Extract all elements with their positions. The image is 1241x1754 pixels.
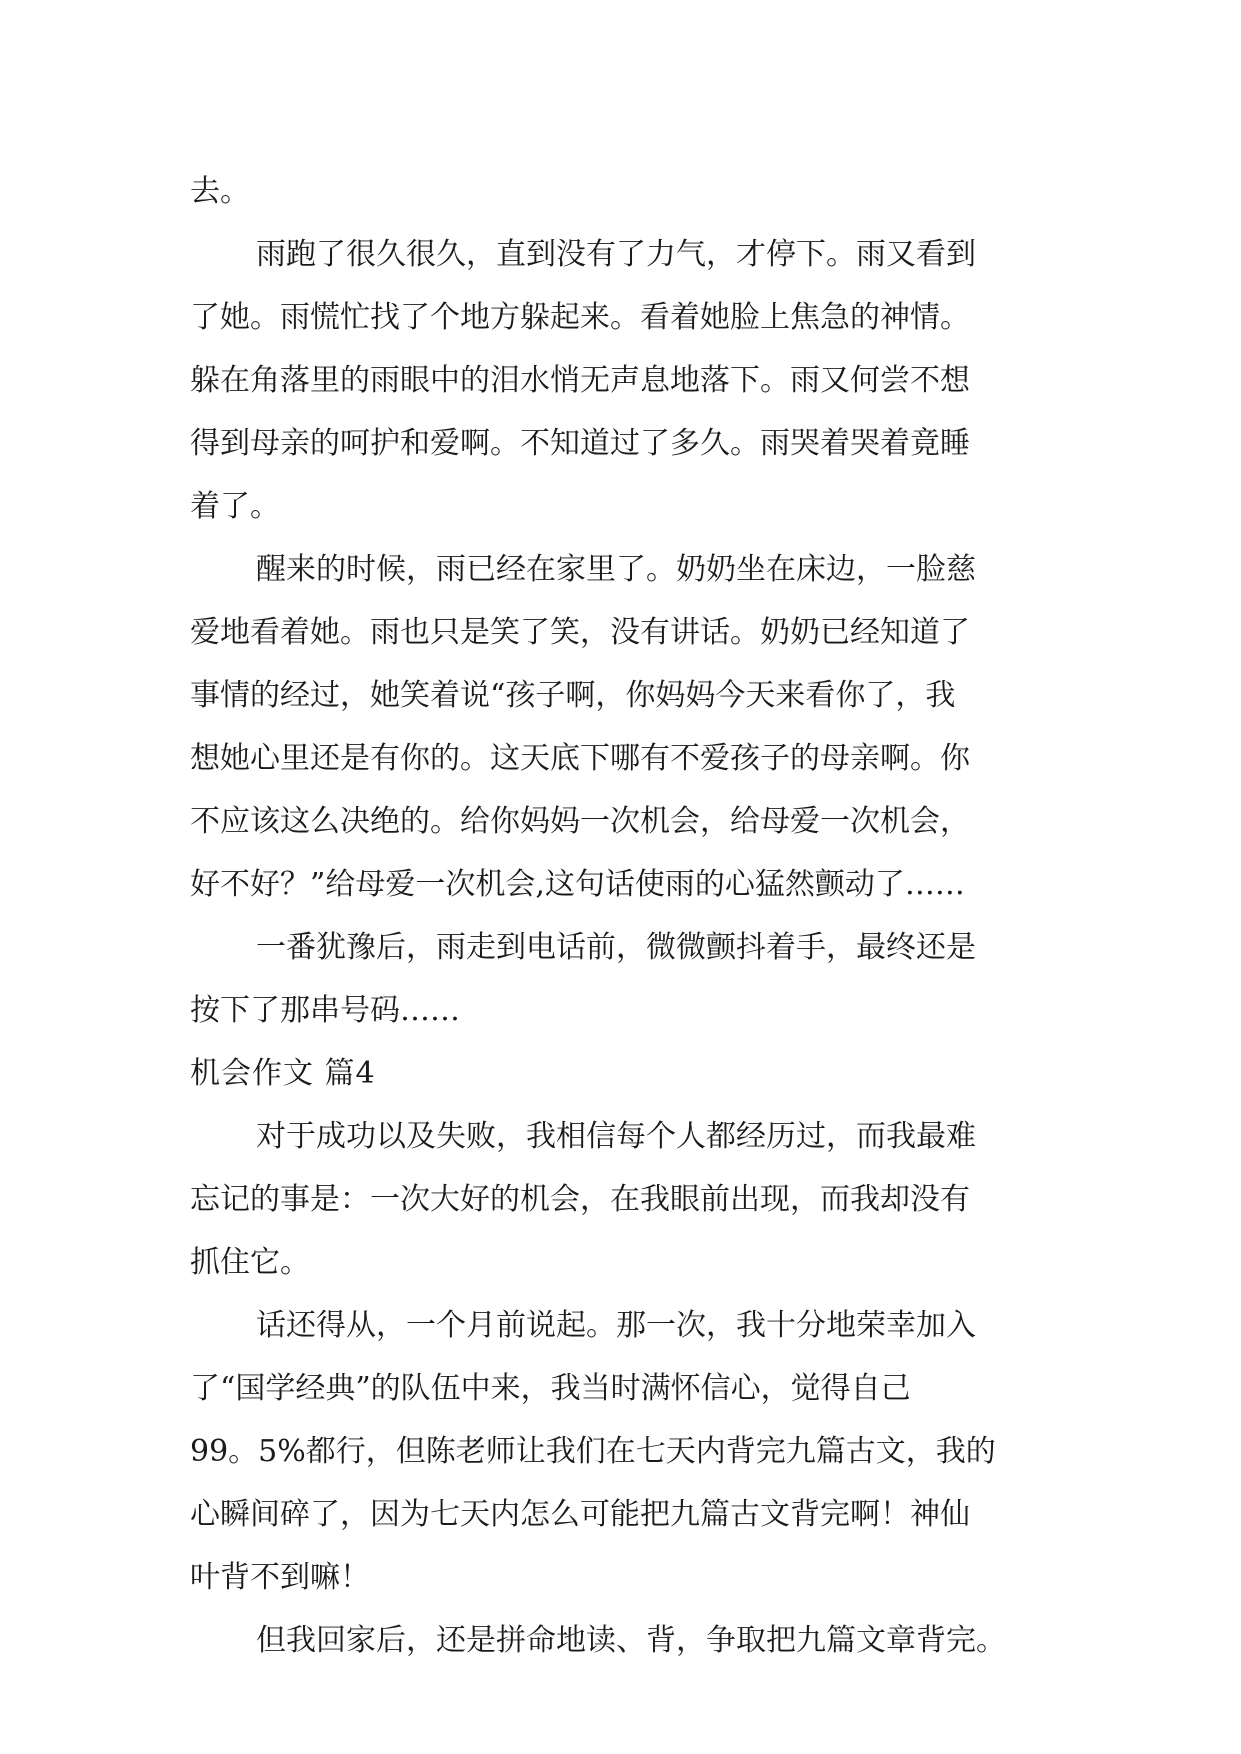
text-line: 事情的经过，她笑着说“孩子啊，你妈妈今天来看你了，我 [190,678,956,713]
section-heading: 机会作文 篇4 [190,1056,376,1091]
document-body [190,160,1070,1672]
paragraph-start-line: 雨跑了很久很久，直到没有了力气，才停下。雨又看到 [256,237,976,272]
text-line: 爱地看着她。雨也只是笑了笑，没有讲话。奶奶已经知道了 [190,615,970,650]
text-line: 着了。 [190,489,280,524]
text-line: 99。5%都行，但陈老师让我们在七天内背完九篇古文，我的 [190,1434,996,1469]
text-line: 躲在角落里的雨眼中的泪水悄无声息地落下。雨又何尝不想 [190,363,970,398]
paragraph-start-line: 醒来的时候，雨已经在家里了。奶奶坐在床边，一脸慈 [256,552,976,587]
text-line: 去。 [190,174,250,209]
text-line: 好不好？”给母爱一次机会,这句话使雨的心猛然颤动了…… [190,867,965,902]
text-line: 了她。雨慌忙找了个地方躲起来。看着她脸上焦急的神情。 [190,300,970,335]
paragraph-start-line: 一番犹豫后，雨走到电话前，微微颤抖着手，最终还是 [256,930,976,965]
text-line: 按下了那串号码…… [190,993,460,1028]
paragraph-start-line: 但我回家后，还是拼命地读、背，争取把九篇文章背完。 [256,1623,1006,1658]
paragraph-start-line: 对于成功以及失败，我相信每个人都经历过，而我最难 [256,1119,976,1154]
text-line: 了“国学经典”的队伍中来，我当时满怀信心，觉得自己 [190,1371,911,1406]
text-line: 得到母亲的呵护和爱啊。不知道过了多久。雨哭着哭着竟睡 [190,426,970,461]
text-line: 忘记的事是：一次大好的机会，在我眼前出现，而我却没有 [190,1182,970,1217]
paragraph-start-line: 话还得从，一个月前说起。那一次，我十分地荣幸加入 [256,1308,976,1343]
text-line: 想她心里还是有你的。这天底下哪有不爱孩子的母亲啊。你 [190,741,970,776]
text-line: 叶背不到嘛！ [190,1560,370,1595]
text-line: 抓住它。 [190,1245,310,1280]
text-line: 不应该这么决绝的。给你妈妈一次机会，给母爱一次机会， [190,804,970,839]
text-line: 心瞬间碎了，因为七天内怎么可能把九篇古文背完啊！神仙 [190,1497,970,1532]
